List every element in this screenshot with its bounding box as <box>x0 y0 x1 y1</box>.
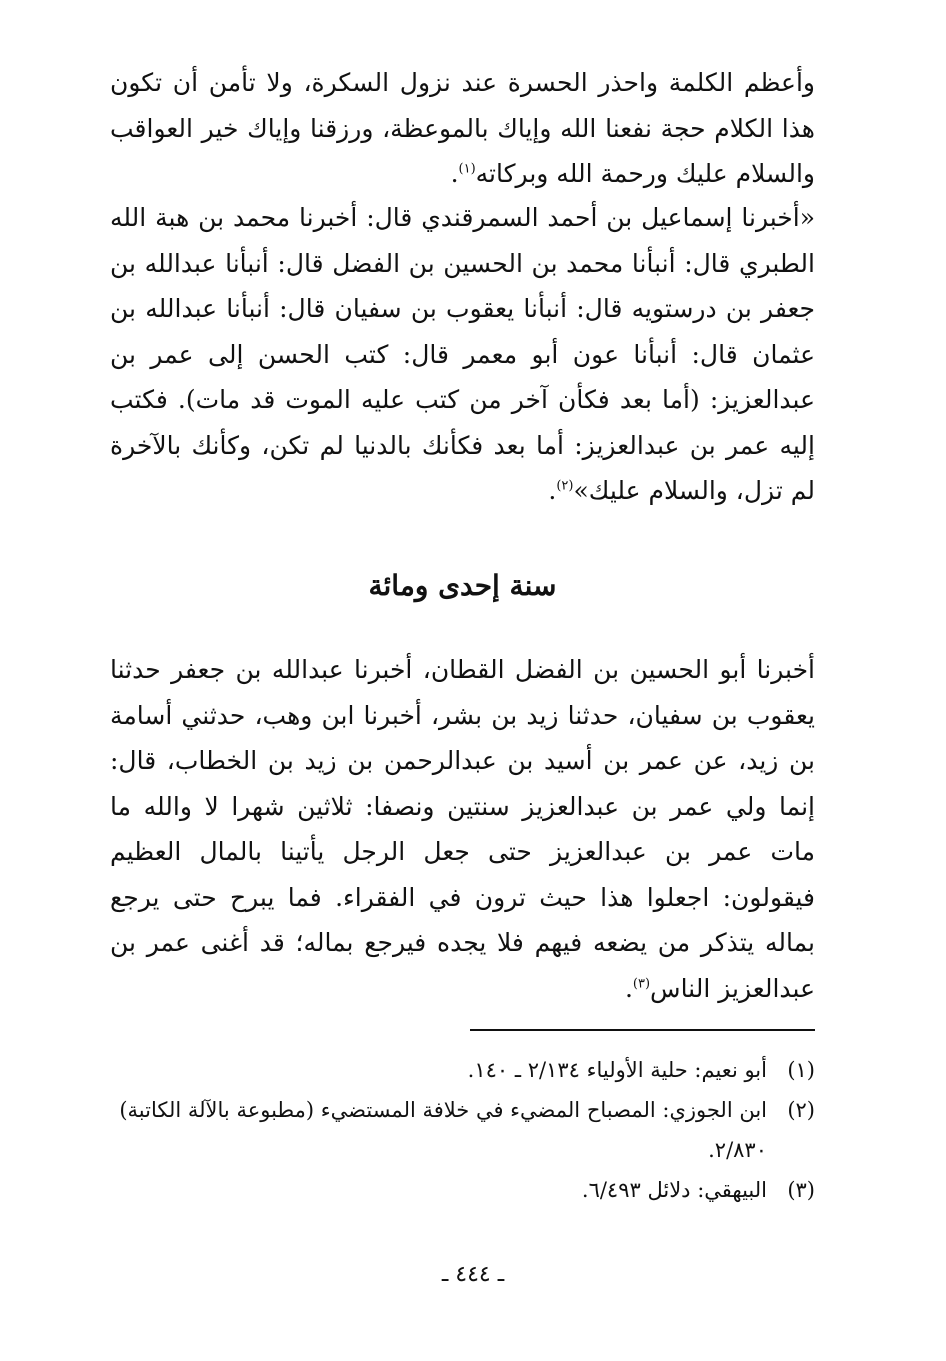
footnotes <box>110 1050 815 1210</box>
footnote-text: أبو نعيم: حلية الأولياء ٢/١٣٤ ـ ١٤٠. <box>467 1058 767 1082</box>
footnote-separator <box>470 1029 815 1031</box>
footnote-ref: (١) <box>458 161 476 177</box>
page-number: ـ ٤٤٤ ـ <box>441 1262 505 1287</box>
footnote-number: (٣) <box>787 1178 815 1202</box>
paragraph-closing-letter <box>110 60 815 197</box>
footnote-1 <box>110 1050 815 1090</box>
section-heading: سنة إحدى ومائة <box>368 569 557 602</box>
paragraph-tail: . <box>450 159 459 188</box>
footnote-ref: (٣) <box>632 976 651 992</box>
paragraph-tail: . <box>624 973 633 1003</box>
paragraph-tail: . <box>548 476 557 505</box>
paragraph-text: وأعظم الكلمة واحذر الحسرة عند نزول السكرة، ولا تأمن أن تكون هذا الكلام حجة نفعنا الله وإياك بالموعظة، ورزقنا وإياك خير العواقب والسلام عليك ورحمة الله وبركاته <box>110 68 815 188</box>
paragraph-hasan-letter <box>110 195 815 514</box>
footnote-text: ابن الجوزي: المصباح المضيء في خلافة المستضيء (مطبوعة بالآلة الكاتبة) ٢/٨٣٠. <box>119 1098 767 1162</box>
footnote-number: (١) <box>787 1058 815 1082</box>
paragraph-text: أخبرنا أبو الحسين بن الفضل القطان، أخبرنا عبدالله بن جعفر حدثنا يعقوب بن سفيان، حدثنا زيد بن بشر، أخبرنا ابن وهب، حدثني أسامة بن زيد، عن عمر بن أسيد بن عبدالرحمن بن زيد بن الخطاب، قال: إنما ولي عمر بن عبدالعزيز سنتين ونصفا: ثلاثين شهرا لا والله ما مات عمر بن عبدالعزيز حتى جعل الرجل يأتينا بالمال العظيم فيقولون: اجعلوا هذا حيث ترون في الفقراء. فما يبرح حتى يرجع بماله يتذكر من يضعه فيهم فلا يجده فيرجع بماله؛ قد أغنى عمر بن عبدالعزيز الناس <box>110 655 815 1003</box>
footnote-ref: (٢) <box>556 478 574 494</box>
footnote-3 <box>110 1170 815 1210</box>
paragraph-year-101 <box>110 647 815 1011</box>
paragraph-text: «أخبرنا إسماعيل بن أحمد السمرقندي قال: أخبرنا محمد بن هبة الله الطبري قال: أنبأنا محمد بن الحسين بن الفضل قال: أنبأنا عبدالله بن جعفر بن درستويه قال: أنبأنا يعقوب بن سفيان قال: أنبأنا عبدالله بن عثمان قال: أنبأنا عون أبو معمر قال: كتب الحسن إلى عمر بن عبدالعزيز: (أما بعد فكأن آخر من كتب عليه الموت قد مات). فكتب إليه عمر بن عبدالعزيز: أما بعد فكأنك بالدنيا لم تكن، وكأنك بالآخرة لم تزل، والسلام عليك» <box>110 203 815 505</box>
footnote-text: البيهقي: دلائل ٦/٤٩٣. <box>581 1178 767 1202</box>
footnote-2 <box>110 1090 815 1170</box>
footnote-number: (٢) <box>787 1098 815 1122</box>
